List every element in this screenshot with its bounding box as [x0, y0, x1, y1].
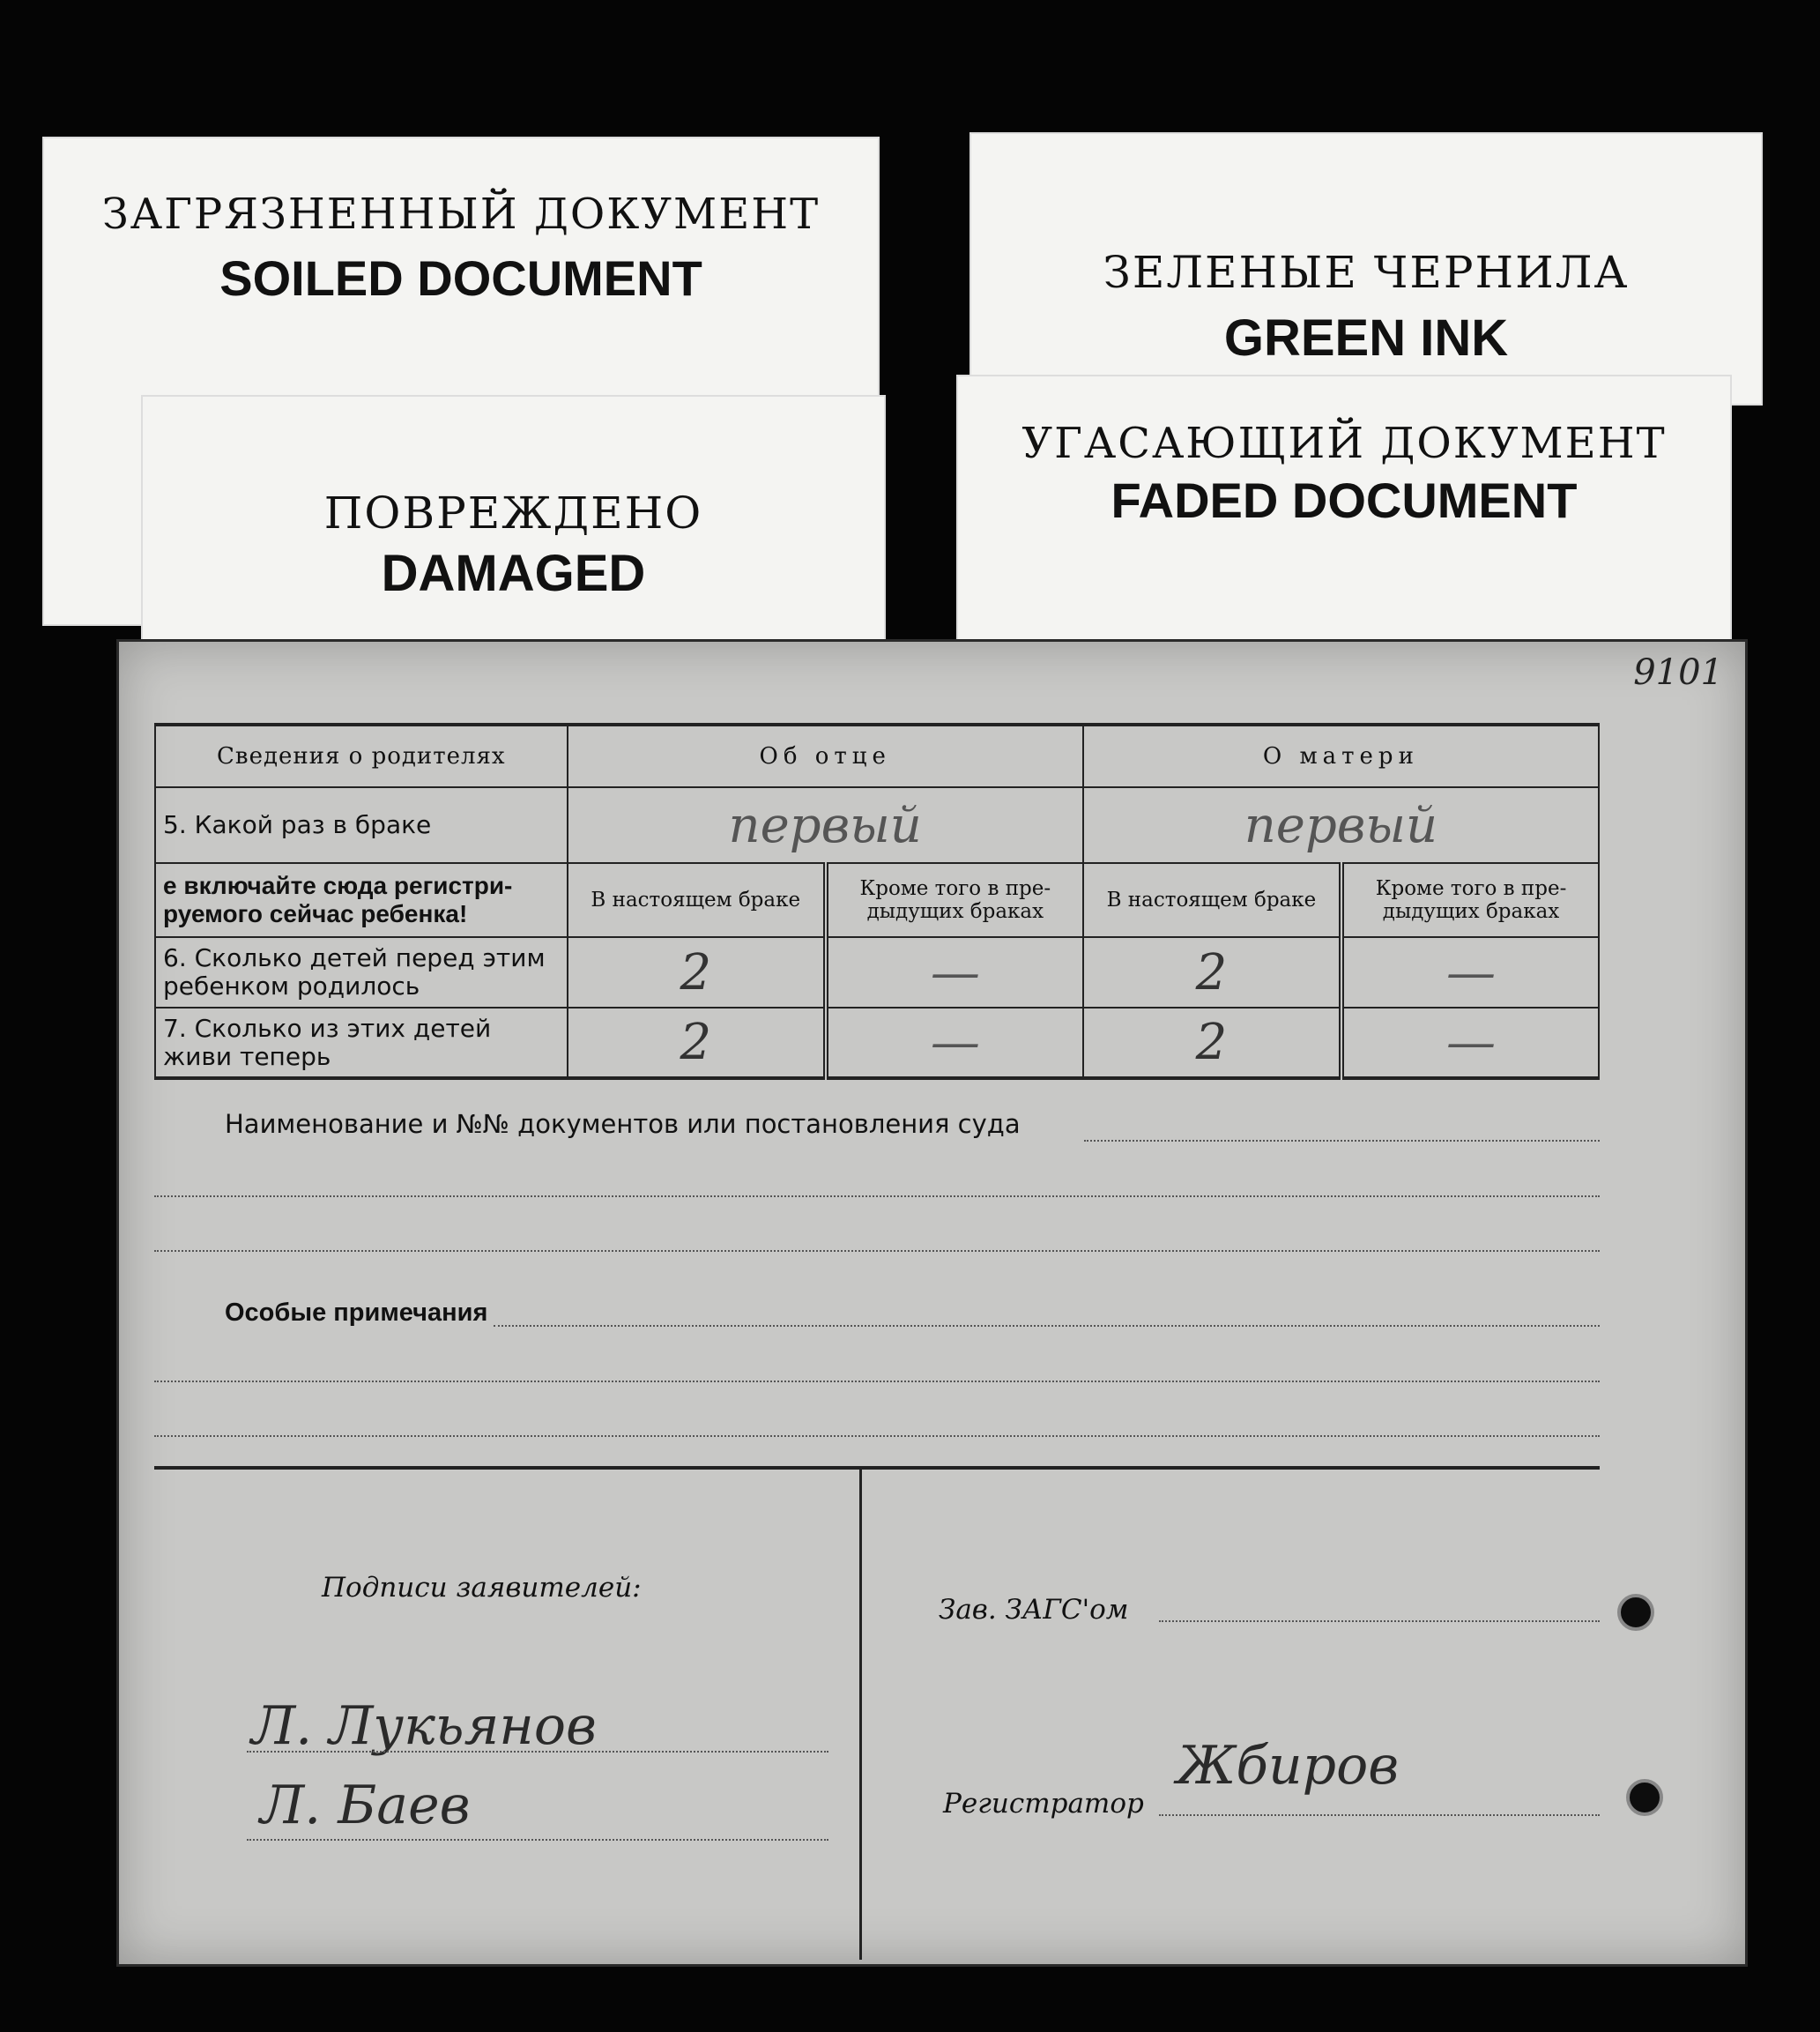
soiled-label-en: SOILED DOCUMENT — [219, 250, 702, 306]
documents-line-1 — [1084, 1140, 1600, 1142]
signature-1: Л. Лукьянов — [251, 1695, 597, 1757]
remarks-line-3 — [154, 1435, 1600, 1437]
faded-label-en: FADED DOCUMENT — [1111, 473, 1578, 528]
signature-line-1 — [247, 1751, 828, 1753]
faded-document-label — [956, 375, 1732, 644]
exclusion-note: е включайте сюда регистри-руемого сейчас ребенка! — [155, 863, 568, 937]
green-ink-label-ru: ЗЕЛЕНЫЕ ЧЕРНИЛА — [1103, 247, 1630, 298]
signature-line-2 — [247, 1839, 828, 1841]
father-current-subheader: В настоящем браке — [568, 863, 826, 937]
row5-mother-answer: первый — [1083, 787, 1599, 863]
document-number: 9101 — [1633, 652, 1723, 693]
registrar-signature: Жбиров — [1177, 1735, 1400, 1797]
row7-question: 7. Сколько из этих детей живи теперь — [155, 1008, 568, 1078]
signature-2: Л. Баев — [260, 1775, 471, 1836]
green-ink-label-en: GREEN INK — [1223, 309, 1509, 367]
section-divider — [859, 1466, 862, 1960]
damaged-label-en: DAMAGED — [381, 545, 646, 602]
zags-line — [1159, 1620, 1600, 1622]
mother-current-subheader: В настоящем браке — [1083, 863, 1341, 937]
col-father-header: Об отце — [568, 725, 1083, 787]
father-previous-subheader: Кроме того в пре-дыдущих браках — [826, 863, 1083, 937]
col-mother-header: О матери — [1083, 725, 1599, 787]
civil-record-document — [116, 639, 1748, 1967]
remarks-label: Особые примечания — [225, 1299, 488, 1327]
col-info-header: Сведения о родителях — [155, 725, 568, 787]
row6-father-current: 2 — [568, 937, 826, 1008]
documents-line-3 — [154, 1250, 1600, 1252]
row5-father-answer: первый — [568, 787, 1083, 863]
row6-mother-previous: — — [1341, 937, 1599, 1008]
registrar-line — [1159, 1814, 1600, 1816]
binding-hole-1 — [1617, 1594, 1654, 1631]
row5-question: 5. Какой раз в браке — [155, 787, 568, 863]
damaged-label-ru: ПОВРЕЖДЕНО — [323, 488, 703, 539]
row6-mother-current: 2 — [1083, 937, 1341, 1008]
row7-mother-current: 2 — [1083, 1008, 1341, 1078]
damaged-label — [141, 395, 886, 659]
remarks-line-2 — [154, 1381, 1600, 1382]
soiled-label-ru: ЗАГРЯЗНЕННЫЙ ДОКУМЕНТ — [101, 190, 821, 239]
zags-label: Зав. ЗАГС'ом — [939, 1594, 1129, 1626]
green-ink-label — [969, 132, 1763, 406]
row6-father-previous: — — [826, 937, 1083, 1008]
row6-question: 6. Сколько детей перед этим ребенком родилось — [155, 937, 568, 1008]
faded-label-ru: УГАСАЮЩИЙ ДОКУМЕНТ — [1021, 419, 1667, 468]
parents-info-table — [154, 723, 1600, 1080]
mother-previous-subheader: Кроме того в пре-дыдущих браках — [1341, 863, 1599, 937]
row7-mother-previous: — — [1341, 1008, 1599, 1078]
row7-father-previous: — — [826, 1008, 1083, 1078]
documents-label: Наименование и №№ документов или постановления суда — [225, 1109, 1021, 1139]
binding-hole-2 — [1626, 1779, 1663, 1816]
registrar-label: Регистратор — [943, 1788, 1144, 1820]
documents-line-2 — [154, 1195, 1600, 1197]
signatures-label: Подписи заявителей: — [322, 1572, 642, 1604]
remarks-line-1 — [494, 1325, 1600, 1327]
row7-father-current: 2 — [568, 1008, 826, 1078]
